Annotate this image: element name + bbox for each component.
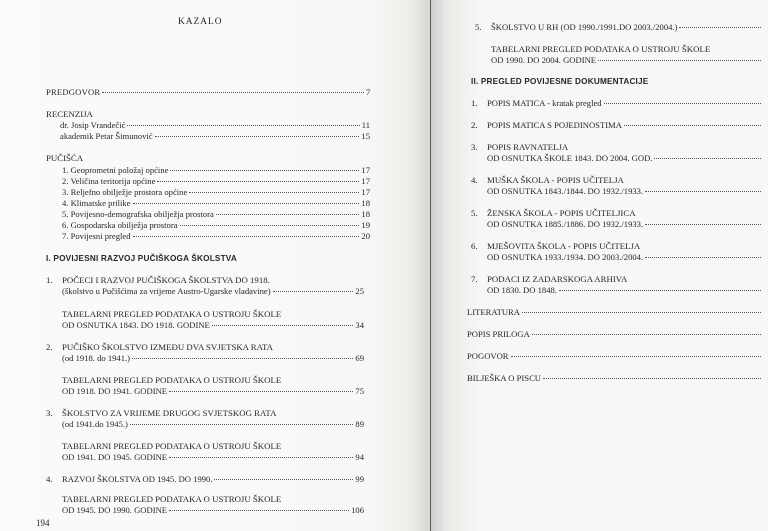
toc-entry	[62, 286, 364, 297]
entry-number: 5.	[471, 208, 478, 218]
toc-entry-biljeska	[467, 373, 763, 384]
toc-page-number: 17	[361, 187, 370, 197]
toc-entry-label: RAZVOJ ŠKOLSTVA OD 1945. DO 1990.	[62, 474, 213, 484]
section-title-povijesni-razvoj: I. POVIJESNI RAZVOJ PUČIŠKOGA ŠKOLSTVA	[46, 254, 237, 263]
leader-dots	[645, 257, 761, 258]
leader-dots	[604, 103, 761, 104]
toc-entry-label: (od 1941.do 1945.)	[62, 419, 128, 429]
toc-entry-pogovor	[467, 351, 763, 362]
toc-entry-label: OD OSNUTKA 1843. DO 1918. GODINE	[62, 320, 210, 330]
toc-page-number: 99	[355, 474, 364, 484]
toc-page-number: 19	[361, 220, 370, 230]
toc-entry-label: OD 1941. DO 1945. GODINE	[62, 452, 168, 462]
page-heading: KAZALO	[178, 17, 223, 27]
table-overview-title: TABELARNI PREGLED PODATAKA O USTROJU ŠKOLE	[491, 44, 711, 54]
leader-dots	[212, 325, 354, 326]
toc-entry	[62, 209, 370, 220]
toc-entry	[487, 252, 763, 263]
toc-page-number: 15	[361, 131, 370, 141]
toc-entry-literatura	[467, 307, 763, 318]
leader-dots	[624, 125, 761, 126]
toc-entry-label: 4. Klimatske prilike	[62, 198, 131, 208]
toc-page-number: 20	[361, 231, 370, 241]
toc-page-number: 89	[355, 419, 364, 429]
toc-entry	[487, 219, 763, 230]
toc-entry	[62, 419, 364, 430]
leader-dots	[130, 424, 354, 425]
toc-entry-label: 7. Povijesni pregled	[62, 231, 131, 241]
toc-page-number: 34	[355, 320, 364, 330]
toc-entry-label: POPIS PRILOGA	[467, 329, 530, 339]
toc-entry-label: OD 1830. DO 1848.	[487, 285, 557, 295]
right-page	[431, 0, 768, 531]
toc-entry	[62, 231, 370, 242]
table-overview-title: TABELARNI PREGLED PODATAKA O USTROJU ŠKOLE	[62, 494, 282, 504]
toc-page-number: 11	[361, 120, 370, 130]
leader-dots	[155, 136, 360, 137]
toc-entry-label: 1. Geoprometni položaj općine	[62, 165, 169, 175]
leader-dots	[133, 203, 360, 204]
toc-entry-label: ŠKOLSTVO U RH (OD 1990./1991.DO 2003./2004.)	[491, 22, 678, 32]
toc-page-number: 17	[361, 176, 370, 186]
leader-dots	[543, 378, 761, 379]
section-title-dokumentacija: II. PREGLED POVIJESNE DOKUMENTACIJE	[471, 77, 649, 86]
leader-dots	[522, 312, 761, 313]
toc-entry-label: OD 1990. DO 2004. GODINE	[491, 55, 597, 65]
toc-entry-label: dr. Josip Vrandečić	[60, 120, 126, 130]
toc-entry	[62, 474, 364, 485]
table-overview-title: TABELARNI PREGLED PODATAKA O USTROJU ŠKOLE	[62, 375, 282, 385]
entry-title: POČECI I RAZVOJ PUČIŠKOGA ŠKOLSTVA DO 1918.	[62, 275, 270, 285]
leader-dots	[214, 479, 353, 480]
leader-dots	[645, 224, 761, 225]
toc-entry	[62, 452, 364, 463]
toc-entry	[62, 176, 370, 187]
leader-dots	[180, 225, 360, 226]
toc-entry	[487, 153, 763, 164]
toc-entry-label: POPIS MATICA S POJEDINOSTIMA	[487, 120, 622, 130]
leader-dots	[189, 192, 359, 193]
toc-entry	[487, 120, 763, 131]
toc-entry	[62, 386, 364, 397]
toc-entry	[62, 187, 370, 198]
entry-title: MUŠKA ŠKOLA - POPIS UČITELJA	[487, 175, 624, 185]
toc-entry-label: 3. Reljefno obilježje prostora općine	[62, 187, 188, 197]
leader-dots	[645, 191, 761, 192]
page-number: 194	[36, 518, 50, 528]
toc-entry	[487, 285, 763, 296]
toc-entry-label: 6. Gospodarska obilježja prostora	[62, 220, 178, 230]
toc-entry	[62, 165, 370, 176]
table-overview-title: TABELARNI PREGLED PODATAKA O USTROJU ŠKOLE	[62, 309, 282, 319]
entry-number: 5.	[475, 22, 482, 32]
leader-dots	[169, 457, 353, 458]
table-overview-title: TABELARNI PREGLED PODATAKA O USTROJU ŠKOLE	[62, 441, 282, 451]
entry-title: ŠKOLSTVO ZA VRIJEME DRUGOG SVJETSKOG RATA	[62, 408, 277, 418]
leader-dots	[532, 334, 761, 335]
toc-entry-label: POGOVOR	[467, 351, 509, 361]
toc-entry	[487, 98, 763, 109]
leader-dots	[598, 60, 761, 61]
toc-page-number: 69	[355, 353, 364, 363]
section-title-recenzija: RECENZIJA	[46, 109, 93, 119]
entry-number: 4.	[46, 474, 53, 484]
leader-dots	[132, 358, 353, 359]
leader-dots	[157, 181, 359, 182]
leader-dots	[102, 92, 364, 93]
toc-entry-label: 5. Povijesno-demografska obilježja prostora	[62, 209, 214, 219]
entry-number: 3.	[471, 142, 478, 152]
toc-entry-label: PREDGOVOR	[46, 87, 101, 97]
toc-entry	[62, 505, 364, 516]
toc-entry-label: BILJEŠKA O PISCU	[467, 373, 542, 383]
leader-dots	[654, 158, 761, 159]
toc-entry	[62, 353, 364, 364]
section-title-pucisca: PUČIŠĆA	[46, 153, 84, 163]
toc-entry	[60, 131, 370, 142]
entry-number: 7.	[471, 274, 478, 284]
toc-entry-label: (školstvo u Pučišćima za vrijeme Austro-Ugarske vladavine)	[62, 286, 271, 296]
entry-number: 3.	[46, 408, 53, 418]
leader-dots	[511, 356, 761, 357]
toc-page-number: 25	[355, 286, 364, 296]
toc-entry-label: OD 1918. DO 1941. GODINE	[62, 386, 168, 396]
entry-title: PUČIŠKO ŠKOLSTVO IZMEĐU DVA SVJETSKA RATA	[62, 342, 274, 352]
leader-dots	[169, 510, 349, 511]
toc-entry-label: (od 1918. do 1941.)	[62, 353, 131, 363]
toc-entry-label: OD 1945. DO 1990. GODINE	[62, 505, 168, 515]
toc-entry-label: 2. Veličina teritorija općine	[62, 176, 156, 186]
entry-number: 6.	[471, 241, 478, 251]
leader-dots	[559, 290, 761, 291]
toc-entry-label: LITERATURA	[467, 307, 520, 317]
entry-number: 4.	[471, 175, 478, 185]
leader-dots	[133, 236, 360, 237]
toc-entry-label: akademik Petar Šimunović	[60, 131, 153, 141]
entry-title: PODACI IZ ZADARSKOGA ARHIVA	[487, 274, 628, 284]
toc-page-number: 17	[361, 165, 370, 175]
entry-number: 1.	[46, 275, 53, 285]
toc-entry-label: OD OSNUTKA 1933./1934. DO 2003./2004.	[487, 252, 644, 262]
leader-dots	[127, 125, 359, 126]
leader-dots	[169, 391, 353, 392]
toc-entry	[60, 120, 370, 131]
toc-page-number: 106	[351, 505, 364, 515]
toc-page-number: 7	[366, 87, 371, 97]
toc-entry-label: OD OSNUTKA 1843./1844. DO 1932./1933.	[487, 186, 644, 196]
toc-entry	[62, 320, 364, 331]
toc-page-number: 18	[361, 209, 370, 219]
toc-page-number: 18	[361, 198, 370, 208]
entry-number: 1.	[471, 98, 478, 108]
toc-entry-label: OD OSNUTKA ŠKOLE 1843. DO 2004. GOD.	[487, 153, 653, 163]
leader-dots	[216, 214, 360, 215]
toc-entry	[491, 22, 763, 33]
toc-page-number: 94	[355, 452, 364, 462]
toc-entry	[62, 198, 370, 209]
leader-dots	[273, 291, 354, 292]
entry-title: MJEŠOVITA ŠKOLA - POPIS UČITELJA	[487, 241, 641, 251]
toc-entry-predgovor	[46, 87, 372, 98]
toc-page-number: 75	[355, 386, 364, 396]
leader-dots	[170, 170, 359, 171]
toc-entry-label: OD OSNUTKA 1885./1886. DO 1932./1933.	[487, 219, 644, 229]
toc-entry-popis-priloga	[467, 329, 763, 340]
entry-title: POPIS RAVNATELJA	[487, 142, 569, 152]
toc-entry	[487, 186, 763, 197]
entry-number: 2.	[471, 120, 478, 130]
toc-entry	[491, 55, 763, 66]
entry-number: 2.	[46, 342, 53, 352]
entry-title: ŽENSKA ŠKOLA - POPIS UČITELJICA	[487, 208, 636, 218]
toc-entry	[62, 220, 370, 231]
leader-dots	[679, 27, 761, 28]
toc-entry-label: POPIS MATICA - kratak pregled	[487, 98, 602, 108]
